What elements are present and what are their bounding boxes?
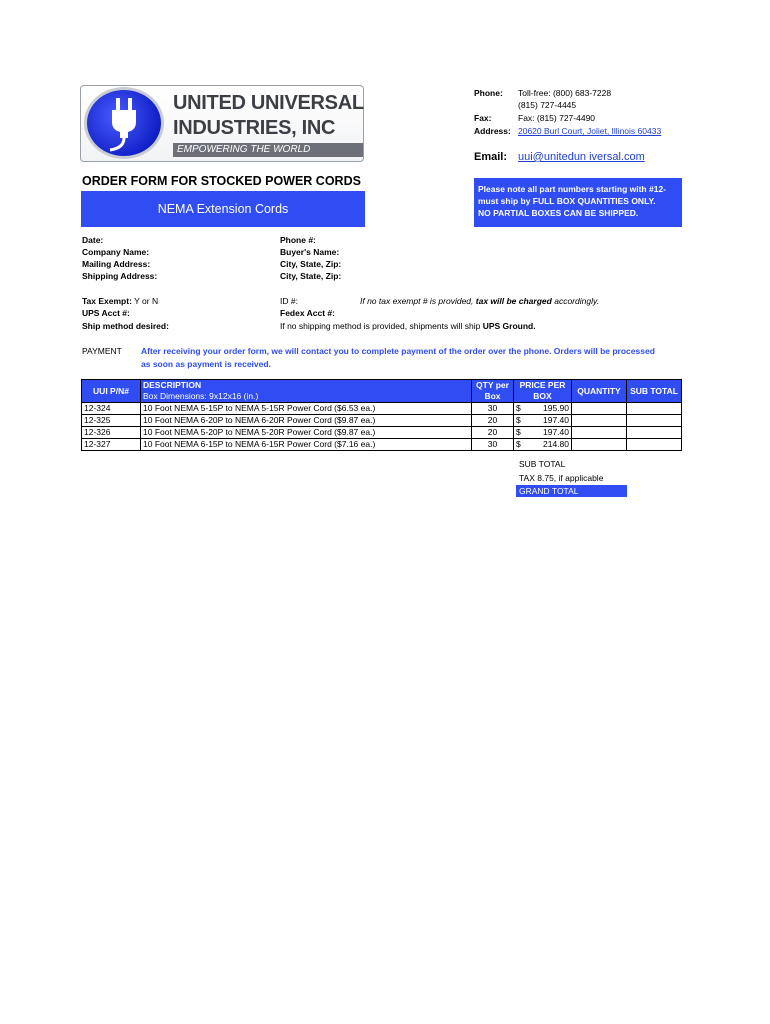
row-subtotal [627, 439, 682, 451]
address-label: Address: [474, 126, 511, 136]
row-subtotal [627, 403, 682, 415]
fax-label: Fax: [474, 113, 492, 123]
row-price [514, 439, 572, 451]
row-qty: 20 [472, 427, 514, 439]
table-header-row [82, 380, 682, 403]
qty-header-line1: QTY per [476, 380, 509, 390]
row-desc: 10 Foot NEMA 5-15P to NEMA 5-15R Power Cord ($6.53 ea.) [141, 403, 472, 415]
desc-header-label: DESCRIPTION [143, 380, 202, 390]
row-price-value: 197.40 [543, 427, 569, 437]
row-desc: 10 Foot NEMA 6-20P to NEMA 6-20R Power Cord ($9.87 ea.) [141, 415, 472, 427]
note-line: must ship by FULL BOX QUANTITIES ONLY. [478, 196, 656, 206]
row-subtotal [627, 427, 682, 439]
table-row [82, 439, 682, 451]
row-subtotal [627, 415, 682, 427]
grand-total-label: GRAND TOTAL [516, 485, 627, 497]
fax-value: Fax: (815) 727-4490 [518, 113, 596, 123]
city-state-zip-field-2[interactable]: City, State, Zip: [280, 271, 342, 281]
email-label: Email: [474, 151, 508, 163]
row-price-value: 195.90 [543, 403, 569, 413]
table-row [82, 427, 682, 439]
logo-tagline: EMPOWERING THE WORLD [173, 143, 363, 157]
payment-text-line2: as soon as payment is received. [141, 359, 271, 369]
shipping-address-field[interactable]: Shipping Address: [82, 271, 158, 281]
row-qty: 20 [472, 415, 514, 427]
row-desc: 10 Foot NEMA 5-20P to NEMA 5-20R Power Cord ($9.87 ea.) [141, 427, 472, 439]
row-price [514, 403, 572, 415]
desc-header-sub: Box Dimensions: 9x12x16 (in.) [143, 391, 259, 401]
row-price [514, 415, 572, 427]
id-field[interactable]: ID #: [280, 296, 298, 306]
row-price [514, 427, 572, 439]
shipping-note [280, 320, 536, 332]
tax-note-post: accordingly. [554, 296, 599, 306]
address-link[interactable]: 20620 Burl Court, Joliet, Illinois 60433 [518, 126, 662, 136]
row-pn: 12-325 [82, 415, 141, 427]
tax-label: TAX 8.75, if applicable [519, 473, 604, 483]
row-pn: 12-324 [82, 403, 141, 415]
company-name-field[interactable]: Company Name: [82, 247, 150, 257]
row-currency: $ [516, 403, 521, 413]
payment-label: PAYMENT [82, 346, 122, 356]
col-header-price [514, 380, 572, 403]
date-field[interactable]: Date: [82, 235, 104, 245]
row-qty: 30 [472, 439, 514, 451]
ship-method-field[interactable]: Ship method desired: [82, 321, 169, 331]
phone-field[interactable]: Phone #: [280, 235, 316, 245]
table-row [82, 415, 682, 427]
tax-note-bold: tax will be charged [475, 296, 552, 306]
note-line: Please note all part numbers starting with #12- [478, 184, 666, 194]
col-header-qty [472, 380, 514, 403]
section-title: NEMA Extension Cords [81, 191, 365, 227]
partial-box-note [474, 178, 682, 227]
row-pn: 12-327 [82, 439, 141, 451]
logo-text-line1: UNITED UNIVERSAL [173, 92, 364, 114]
qty-header-line2: Box [484, 391, 501, 401]
col-header-description [141, 380, 472, 403]
tax-id-note [360, 295, 599, 307]
tax-exempt-value: Y or N [134, 296, 159, 306]
buyer-name-field[interactable]: Buyer's Name: [280, 247, 340, 257]
row-currency: $ [516, 415, 521, 425]
col-header-subtotal: SUB TOTAL [627, 380, 682, 403]
shipping-note-bold: UPS Ground. [482, 321, 536, 331]
table-row [82, 403, 682, 415]
tax-note-pre: If no tax exempt # is provided, [360, 296, 474, 306]
form-title: ORDER FORM FOR STOCKED POWER CORDS [82, 174, 361, 188]
plug-logo-icon [84, 87, 164, 159]
payment-text-line1: After receiving your order form, we will contact you to complete payment of the order over the phone. Orders will be processed [141, 346, 655, 356]
price-header-line2: BOX [533, 391, 552, 401]
row-quantity-input[interactable] [572, 403, 627, 415]
col-header-pn: UUI P/N# [82, 380, 141, 403]
row-pn: 12-326 [82, 427, 141, 439]
row-price-value: 214.80 [543, 439, 569, 449]
phone-label: Phone: [474, 88, 503, 98]
note-line: NO PARTIAL BOXES CAN BE SHIPPED. [478, 208, 639, 218]
row-price-value: 197.40 [543, 415, 569, 425]
email-link[interactable]: uui@unitedun iversal.com [518, 151, 645, 163]
tax-exempt-label: Tax Exempt: [82, 296, 132, 306]
phone-local: (815) 727-4445 [518, 100, 577, 110]
mailing-address-field[interactable]: Mailing Address: [82, 259, 151, 269]
logo-text-line2: INDUSTRIES, INC [173, 117, 336, 139]
subtotal-label: SUB TOTAL [519, 459, 566, 469]
phone-tollfree: Toll-free: (800) 683-7228 [518, 88, 612, 98]
city-state-zip-field[interactable]: City, State, Zip: [280, 259, 342, 269]
row-currency: $ [516, 439, 521, 449]
row-qty: 30 [472, 403, 514, 415]
row-desc: 10 Foot NEMA 6-15P to NEMA 6-15R Power Cord ($7.16 ea.) [141, 439, 472, 451]
row-currency: $ [516, 427, 521, 437]
price-header-line1: PRICE PER [519, 380, 566, 390]
order-table [81, 379, 682, 451]
col-header-quantity: QUANTITY [572, 380, 627, 403]
row-quantity-input[interactable] [572, 415, 627, 427]
fedex-acct-field[interactable]: Fedex Acct #: [280, 308, 335, 318]
tax-exempt-field[interactable] [82, 295, 158, 307]
row-quantity-input[interactable] [572, 427, 627, 439]
row-quantity-input[interactable] [572, 439, 627, 451]
shipping-note-pre: If no shipping method is provided, shipments will ship [280, 321, 481, 331]
ups-acct-field[interactable]: UPS Acct #: [82, 308, 130, 318]
